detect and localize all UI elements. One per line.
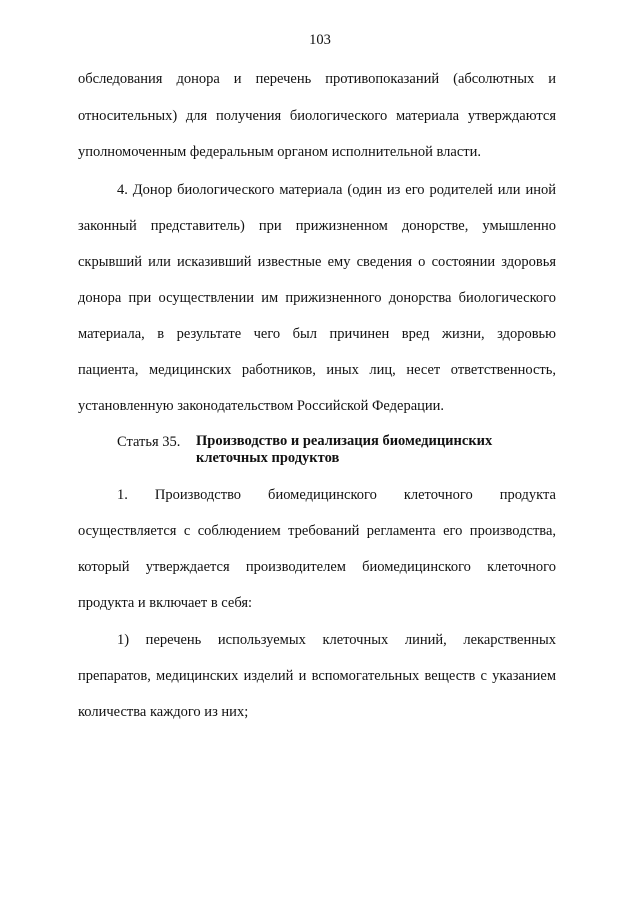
text-line: материала, в результате чего был причинен вред жизни, здоровью <box>78 326 556 342</box>
text-line: уполномоченным федеральным органом исполнительной власти. <box>78 144 481 160</box>
text-line: относительных) для получения биологического материала утверждаются <box>78 108 556 124</box>
page-number: 103 <box>309 32 331 48</box>
text-line: продукта и включает в себя: <box>78 595 253 611</box>
article-title <box>196 433 536 467</box>
text-line: который утверждается производителем биомедицинского клеточного <box>78 559 556 575</box>
text-line: препаратов, медицинских изделий и вспомогательных веществ с указанием <box>78 668 556 684</box>
text-line: осуществляется с соблюдением требований регламента его производства, <box>78 523 556 539</box>
text-line: законный представитель) при прижизненном донорстве, умышленно <box>78 218 556 234</box>
text-line: 1) перечень используемых клеточных линий, лекарственных <box>117 632 556 648</box>
article-label: Статья 35. <box>117 434 181 450</box>
text-line: донора при осуществлении им прижизненного донорства биологического <box>78 290 556 306</box>
text-line: обследования донора и перечень противопоказаний (абсолютных и <box>78 71 556 87</box>
text-line: количества каждого из них; <box>78 704 249 720</box>
article-title-line: клеточных продуктов <box>196 450 340 466</box>
text-line: 1. Производство биомедицинского клеточного продукта <box>117 487 556 503</box>
article-title-line: Производство и реализация биомедицинских <box>196 433 493 449</box>
text-line: установленную законодательством Российской Федерации. <box>78 398 445 414</box>
text-line: 4. Донор биологического материала (один из его родителей или иной <box>117 182 556 198</box>
text-line: скрывший или исказивший известные ему сведения о состоянии здоровья <box>78 254 556 270</box>
text-line: пациента, медицинских работников, иных лиц, несет ответственность, <box>78 362 556 378</box>
